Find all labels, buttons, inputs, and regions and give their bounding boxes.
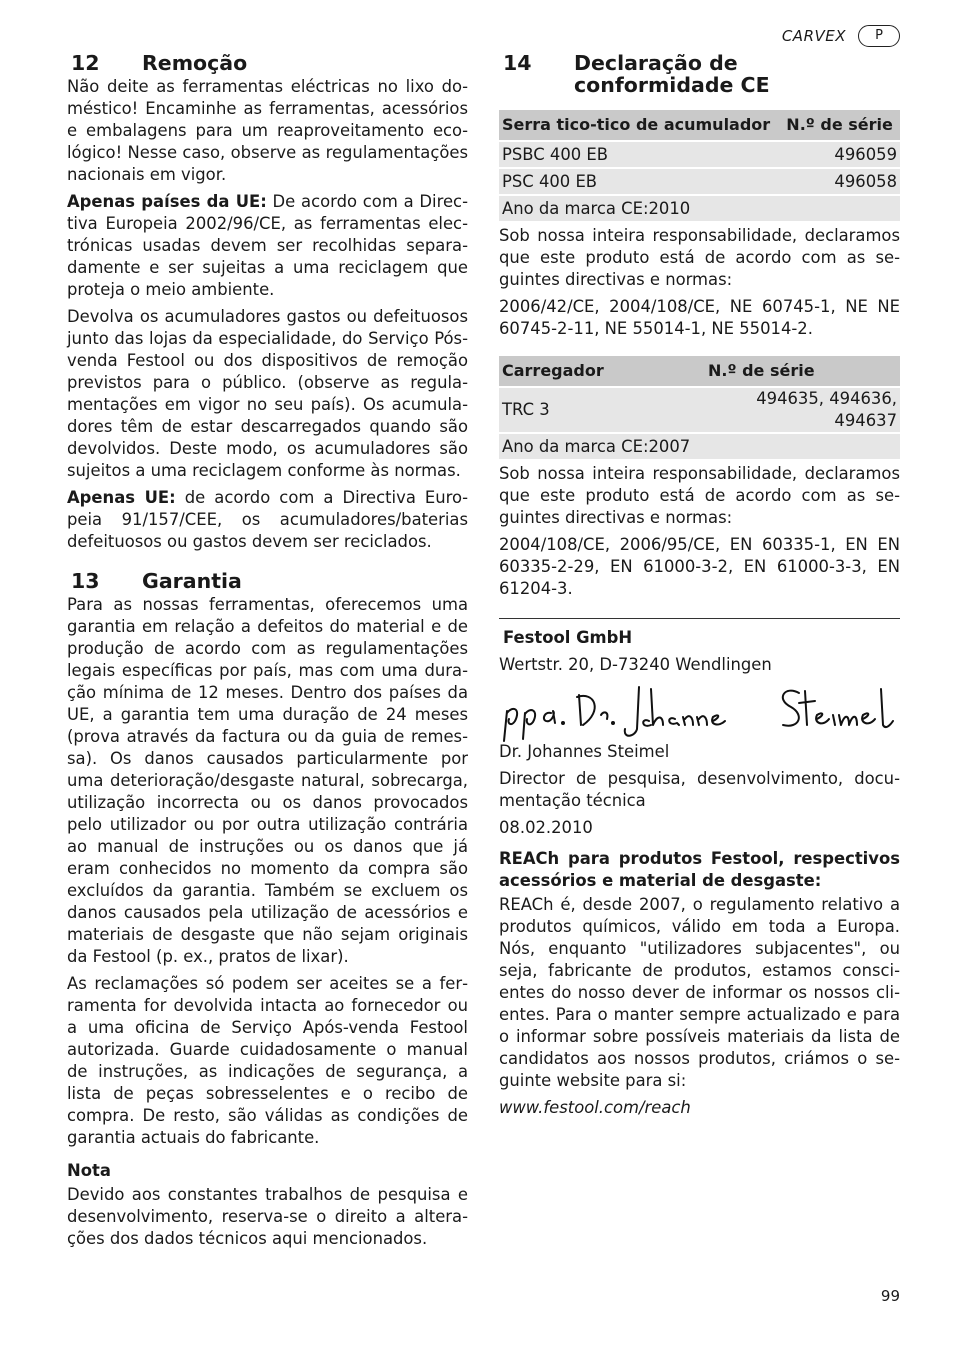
signer-name: Dr. Johannes Steimel — [499, 742, 670, 761]
paragraph: Apenas UE: de acordo com a Directiva Europeia 91/157/CEE, os acumuladores/baterias defeituosos ou gastos devem ser reciclados. — [67, 488, 468, 551]
divider — [499, 618, 900, 619]
paragraph: Não deite as ferramentas eléctricas no lixo doméstico! Encaminhe as ferramentas, acessórios e embalagens para um reaproveitamento ecológico! Nesse caso, observe as regulamentações nacionais em vigor. — [67, 77, 468, 184]
paragraph: Apenas países da UE: De acordo com a Directiva Europeia 2002/96/CE, as ferramentas electrónicas usadas devem ser recolhidas separadamente e ser sujeitas a uma reciclagem que proteja o meio ambiente. — [67, 192, 468, 299]
paragraph: Devido aos constantes trabalhos de pesquisa e desenvolvimento, reserva-se o direito a alterações dos dados técnicos aqui mencionados. — [67, 1185, 468, 1248]
paragraph: Sob nossa inteira responsabilidade, declaramos que este produto está de acordo com as seguintes directivas e normas: — [499, 226, 900, 289]
reach-url: www.festool.com/reach — [499, 1098, 691, 1117]
section-warranty — [67, 570, 468, 1250]
page-header — [782, 25, 900, 47]
signature-date: 08.02.2010 — [499, 818, 593, 837]
paragraph: Sob nossa inteira responsabilidade, declaramos que este produto está de acordo com as seguintes directivas e normas: — [499, 464, 900, 527]
handwritten-signature — [499, 681, 900, 743]
section-heading: 13 Garantia — [71, 569, 242, 593]
paragraph: Para as nossas ferramentas, oferecemos uma garantia em relação a defeitos do material e de produção de acordo com as regulamentações legais específicas por país, mas com uma duração mínima de 12 meses. Dentro dos países da UE, a garantia tem uma duração de 24 meses (prova através da factura ou da guia de remessa). Os danos causados particularmente por uma deterioração/desgaste natural, sobrecarga, utilização incorrecta ou os danos provocados pelo utilizador ou por outra utilização contrária ao manual de instruções ou os danos que já eram conhecidos no momento da compra são excluídos da garantia. Também se excluem os danos causados pela utilização de acessórios e materiais de desgaste que não sejam originais da Festool (p. ex., pratos de lixar). — [67, 595, 468, 966]
table-row: TRC 3 494635, 494636, 494637 — [499, 388, 900, 432]
language-badge: P — [858, 25, 900, 47]
signer-role: Director de pesquisa, desenvolvimento, documentação técnica — [499, 769, 900, 810]
note-heading: Nota — [67, 1161, 111, 1180]
paragraph: Devolva os acumuladores gastos ou defeituosos junto das lojas da especialidade, do Serviço Pós-venda Festool ou dos dispositivos de remoção previstos para o público. (observe as regulamentações em vigor no seu país). Os acumuladores têm de estar descarregados quando são devolvidos. Deste modo, os acumuladores são sujeitos a uma reciclagem conforme às normas. — [67, 307, 468, 480]
table-row: Ano da marca CE:2007 — [499, 434, 900, 459]
company-address: Wertstr. 20, D-73240 Wendlingen — [499, 655, 772, 674]
table-row: PSC 400 EB 496058 — [499, 169, 900, 194]
left-column — [67, 52, 468, 1255]
product-name: CARVEX — [781, 27, 846, 45]
reach-paragraph: REACh é, desde 2007, o regulamento relativo a produtos químicos, válido em toda a Europa. Nós, enquanto "utilizadores subjacentes", ou seja, fabricante de produtos, estamos conscientes do nosso dever de informar os nossos clientes. Para o manter sempre actualizado e para o informar sobre possíveis materiais da lista de candidatos aos nossos produtos, criámos o seguinte website para si: — [499, 895, 900, 1090]
product-table — [499, 108, 900, 223]
table-row: PSBC 400 EB 496059 — [499, 142, 900, 167]
paragraph: 2006/42/CE, 2004/108/CE, NE 60745-1, NE NE 60745-2-11, NE 55014-1, NE 55014-2. — [499, 297, 900, 338]
section-heading: 14 Declaração de conformidade CE — [503, 51, 770, 97]
page-number: 99 — [880, 1287, 900, 1305]
paragraph: As reclamações só podem ser aceites se a ferramenta for devolvida intacta ao fornecedor ou a uma oficina de Serviço Após-venda Festool autorizada. Guarde cuidadosamente o manual de instruções, as indicações de segurança, a lista de peças sobresselentes e o recibo de compra. De resto, são válidas as condições de garantia actuais do fabricante. — [67, 974, 468, 1147]
section-removal — [67, 52, 468, 553]
table-header-serial: N.º de série — [783, 110, 900, 140]
section-heading: 12 Remoção — [71, 51, 248, 75]
table-header-serial: N.º de série — [705, 356, 900, 386]
table-header-product: Carregador — [499, 356, 705, 386]
right-column — [499, 52, 900, 1119]
company-name: Festool GmbH — [503, 628, 633, 647]
reach-heading: REACh para produtos Festool, respectivos acessórios e material de desgaste: — [499, 849, 900, 890]
paragraph: 2004/108/CE, 2006/95/CE, EN 60335-1, EN EN 60335-2-29, EN 61000-3-2, EN 61000-3-3, EN 61204-3. — [499, 535, 900, 598]
table-row: Ano da marca CE:2010 — [499, 196, 900, 221]
charger-table — [499, 354, 900, 461]
signature-image — [499, 681, 900, 741]
table-header-product: Serra tico-tico de acumulador — [499, 110, 783, 140]
section-declaration — [499, 52, 900, 600]
